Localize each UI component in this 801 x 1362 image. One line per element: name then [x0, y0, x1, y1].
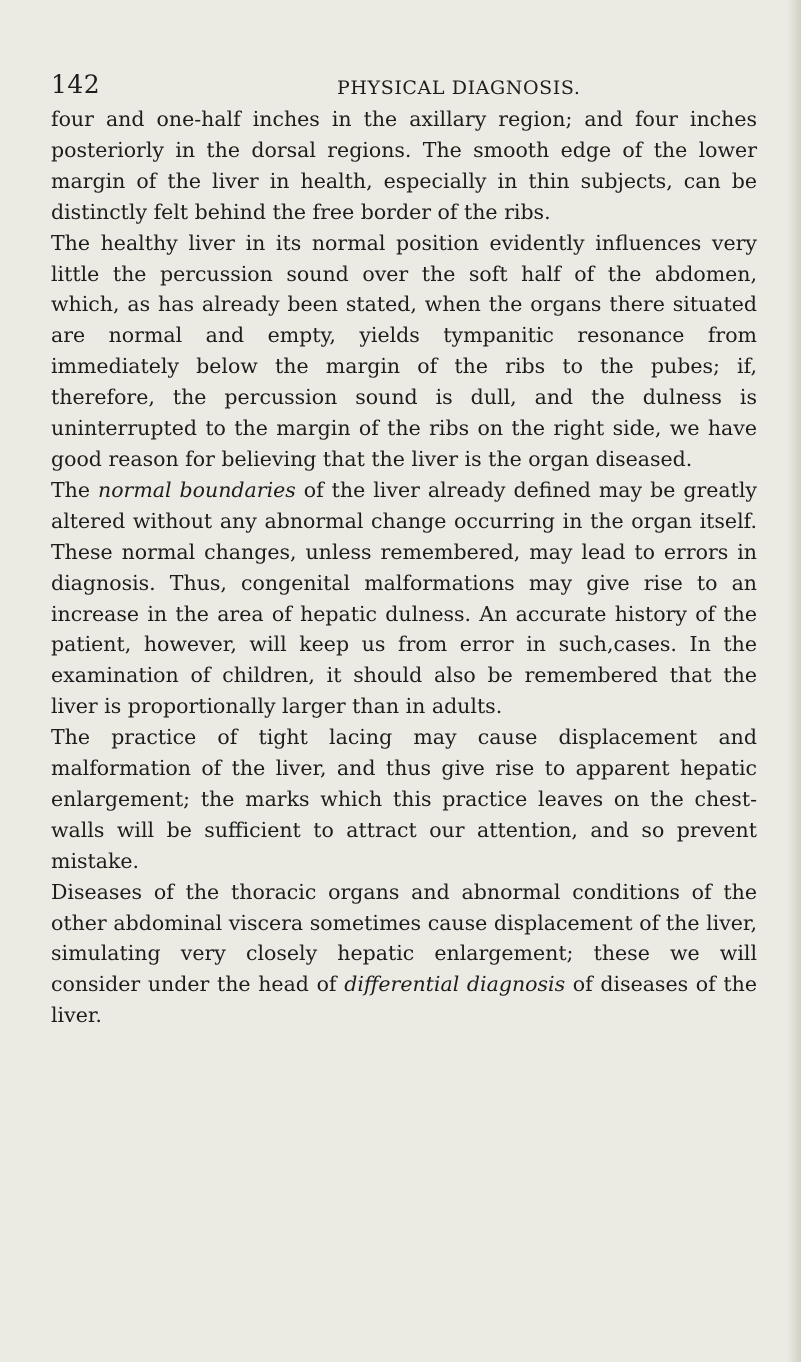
paragraph-1: four and one-half inches in the axillary region; and four inches posteriorly in the dorsal regions. The smooth edge of the lower margin of the liver in health, especially in thin subjects, can be distinctly felt behind the free border of the ribs. — [51, 107, 757, 224]
paragraph-4: The practice of tight lacing may cause displacement and malformation of the liver, and thus give rise to apparent hepatic enlargement; the marks which this practice leaves on the chest-walls will be sufficient to attract our attention, and so prevent mistake. — [51, 725, 757, 873]
paragraph-3-start: The — [51, 477, 98, 502]
paragraph-5 — [51, 877, 757, 1032]
normal-boundaries-italic: normal boundaries — [98, 477, 296, 502]
running-head: PHYSICAL DIAGNOSIS. — [337, 77, 581, 99]
paragraph-3-rest: of the liver already defined may be greatly altered without any abnormal change occurring in the organ itself. These normal changes, unless remembered, may lead to errors in diagnosis. Thus, congenital malformations may give rise to an increase in the area of hepatic dulness. An accurate history of the patient, however, will keep us from error in such,cases. In the examination of children, it should also be remembered that the liver is proportionally larger than in adults. — [51, 477, 757, 719]
paragraph-5-start: Diseases of the thoracic organs and abnormal conditions of the other abdominal viscera sometimes cause displacement of the liver, simulating very closely hepatic enlargement; these we will consider under the head of — [51, 879, 757, 997]
page-number: 142 — [51, 70, 101, 99]
page-edge-shadow — [787, 0, 801, 1362]
paragraph-3 — [51, 475, 757, 722]
body-text — [51, 104, 757, 1031]
paragraph-2: The healthy liver in its normal position evidently influences very little the percussion sound over the soft half of the abdomen, which, as has already been stated, when the organs there situated are normal and empty, yields tympanitic resonance from immediately below the margin of the ribs to the pubes; if, therefore, the percussion sound is dull, and the dulness is uninterrupted to the margin of the ribs on the right side, we have good reason for believing that the liver is the organ diseased. — [51, 230, 757, 471]
differential-diagnosis-italic: differential diagnosis — [344, 972, 566, 997]
paragraph-5-rest: of diseases of the liver. — [51, 972, 757, 1028]
